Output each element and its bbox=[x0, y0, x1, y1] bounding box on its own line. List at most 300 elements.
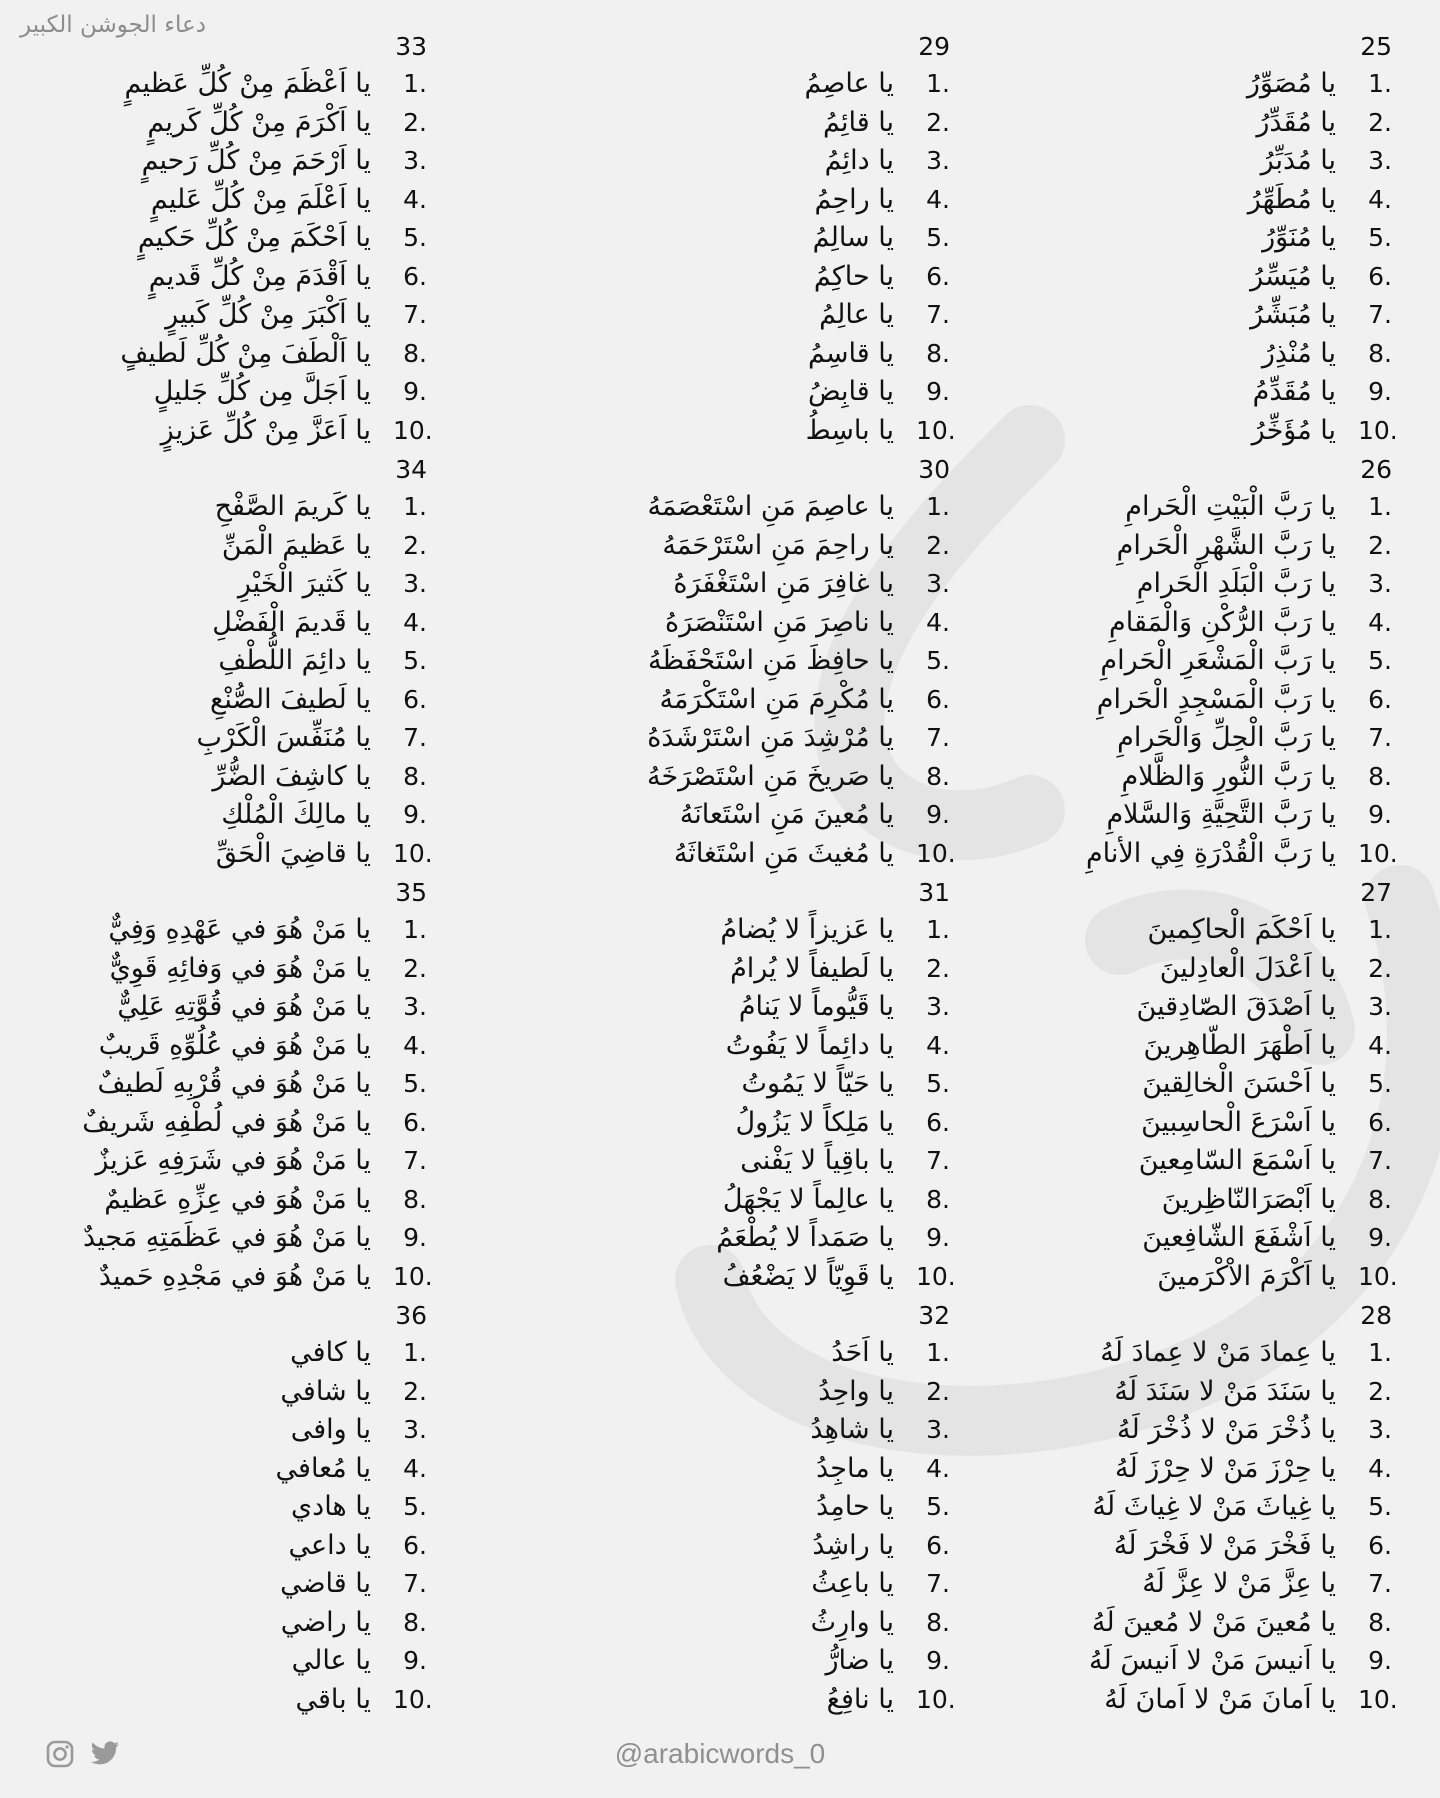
item-number: 5. bbox=[926, 1492, 950, 1522]
item-text: يا كافي bbox=[290, 1337, 371, 1369]
section-25 bbox=[942, 28, 1398, 451]
list-item bbox=[500, 988, 950, 1027]
list-item bbox=[500, 1411, 950, 1450]
list-item bbox=[0, 1334, 427, 1373]
list-item bbox=[500, 1181, 950, 1220]
item-number: 1. bbox=[403, 1338, 427, 1368]
column-middle bbox=[500, 28, 956, 1720]
item-number: 1. bbox=[926, 1338, 950, 1368]
list-item bbox=[942, 1219, 1392, 1258]
list-item bbox=[942, 1027, 1392, 1066]
section-number: 35 bbox=[395, 878, 427, 907]
item-number: 7. bbox=[1368, 723, 1392, 753]
list-item bbox=[500, 681, 950, 720]
list-item bbox=[942, 1642, 1392, 1681]
item-text: يا قاضي bbox=[280, 1568, 371, 1600]
list-item bbox=[942, 1258, 1398, 1297]
item-text: يا مُطَهِّرُ bbox=[1247, 183, 1336, 215]
list-item bbox=[0, 1027, 427, 1066]
list-item bbox=[0, 1642, 427, 1681]
item-text: يا عِزَّ مَنْ لا عِزَّ لَهُ bbox=[1142, 1568, 1336, 1600]
item-text: يا سالِمُ bbox=[812, 222, 894, 254]
footer-handle: @arabicwords_0 bbox=[614, 1738, 826, 1769]
list-item bbox=[0, 412, 433, 451]
item-number: 9. bbox=[1368, 800, 1392, 830]
item-number: 3. bbox=[926, 1415, 950, 1445]
list-item bbox=[500, 1142, 950, 1181]
item-number: 10. bbox=[1358, 415, 1398, 445]
item-text: يا حافِظَ مَنِ اسْتَحْفَظَهُ bbox=[648, 645, 894, 677]
item-number: 10. bbox=[393, 1261, 433, 1291]
list-item bbox=[0, 1527, 427, 1566]
item-number: 4. bbox=[1368, 1030, 1392, 1060]
item-text: يا مُنْذِرُ bbox=[1261, 337, 1336, 369]
item-number: 3. bbox=[926, 569, 950, 599]
list-item bbox=[0, 142, 427, 181]
list-item bbox=[0, 181, 427, 220]
list-item bbox=[500, 1527, 950, 1566]
list-item bbox=[500, 642, 950, 681]
item-text: يا قاضِيَ الْحَقِّ bbox=[215, 837, 371, 869]
item-text: يا مُعافي bbox=[275, 1452, 371, 1484]
list-item bbox=[500, 1642, 950, 1681]
list-item bbox=[500, 719, 950, 758]
list-item bbox=[942, 1142, 1392, 1181]
list-item bbox=[500, 1681, 956, 1720]
item-text: يا رَبَّ التَّحِيَّةِ وَالسَّلامِ bbox=[1106, 799, 1336, 831]
item-number: 2. bbox=[1368, 530, 1392, 560]
item-number: 4. bbox=[403, 1453, 427, 1483]
list-item bbox=[942, 565, 1392, 604]
item-text: يا لَطيفَ الصُّنْعِ bbox=[209, 683, 371, 715]
item-text: يا رَبَّ الرُّكْنِ وَالْمَقامِ bbox=[1109, 606, 1336, 638]
list-item bbox=[500, 335, 950, 374]
item-text: يا مَنْ هُوَ في قُرْبِهِ لَطيفٌ bbox=[97, 1068, 371, 1100]
item-number: 9. bbox=[926, 1646, 950, 1676]
item-text: يا اَكْرَمَ مِنْ كُلِّ كَريمٍ bbox=[147, 106, 371, 138]
list-item bbox=[942, 988, 1392, 1027]
item-text: يا اَكْبَرَ مِنْ كُلِّ كَبيرٍ bbox=[165, 299, 371, 331]
section-31 bbox=[500, 874, 956, 1297]
list-item bbox=[942, 1681, 1398, 1720]
item-number: 8. bbox=[1368, 761, 1392, 791]
item-number: 10. bbox=[916, 838, 956, 868]
item-text: يا حاكِمُ bbox=[813, 260, 894, 292]
item-number: 3. bbox=[403, 146, 427, 176]
list-item bbox=[942, 373, 1392, 412]
list-item bbox=[0, 758, 427, 797]
list-item bbox=[942, 488, 1392, 527]
list-item bbox=[0, 219, 427, 258]
list-item bbox=[500, 296, 950, 335]
list-item bbox=[942, 142, 1392, 181]
list-item bbox=[500, 950, 950, 989]
list-item bbox=[500, 835, 956, 874]
item-number: 9. bbox=[403, 1646, 427, 1676]
item-text: يا عالي bbox=[291, 1645, 371, 1677]
item-number: 10. bbox=[1358, 838, 1398, 868]
item-text: يا باقِياً لا يَفْنى bbox=[740, 1145, 894, 1177]
item-number: 4. bbox=[403, 1030, 427, 1060]
item-number: 8. bbox=[926, 338, 950, 368]
item-number: 1. bbox=[1368, 492, 1392, 522]
list-item bbox=[942, 296, 1392, 335]
list-item bbox=[942, 1373, 1392, 1412]
section-number: 25 bbox=[1360, 32, 1392, 61]
item-number: 7. bbox=[926, 300, 950, 330]
item-text: يا وارِثُ bbox=[810, 1606, 894, 1638]
section-number: 29 bbox=[918, 32, 950, 61]
item-number: 4. bbox=[1368, 607, 1392, 637]
item-number: 6. bbox=[926, 1107, 950, 1137]
item-number: 9. bbox=[926, 377, 950, 407]
item-text: يا باقي bbox=[295, 1683, 371, 1715]
item-number: 7. bbox=[403, 1146, 427, 1176]
list-item bbox=[500, 1373, 950, 1412]
item-text: يا عِمادَ مَنْ لا عِمادَ لَهُ bbox=[1100, 1337, 1336, 1369]
item-text: يا اَمانَ مَنْ لا اَمانَ لَهُ bbox=[1104, 1683, 1336, 1715]
list-item bbox=[0, 1450, 427, 1489]
item-text: يا اَعْظَمَ مِنْ كُلِّ عَظيمٍ bbox=[124, 68, 371, 100]
list-item bbox=[942, 65, 1392, 104]
list-item bbox=[0, 488, 427, 527]
list-item bbox=[942, 104, 1392, 143]
item-number: 5. bbox=[1368, 1069, 1392, 1099]
item-text: يا اَعْدَلَ الْعادِلينَ bbox=[1159, 952, 1336, 984]
list-item bbox=[500, 219, 950, 258]
list-item bbox=[0, 65, 427, 104]
item-number: 10. bbox=[393, 415, 433, 445]
item-text: يا حِرْزَ مَنْ لا حِرْزَ لَهُ bbox=[1114, 1452, 1336, 1484]
item-number: 8. bbox=[1368, 1607, 1392, 1637]
item-number: 1. bbox=[403, 69, 427, 99]
item-text: يا رَبَّ الشَّهْرِ الْحَرامِ bbox=[1116, 529, 1336, 561]
item-number: 9. bbox=[926, 800, 950, 830]
item-number: 7. bbox=[926, 1569, 950, 1599]
item-number: 10. bbox=[1358, 1684, 1398, 1714]
item-number: 9. bbox=[403, 800, 427, 830]
list-item bbox=[0, 527, 427, 566]
list-item bbox=[0, 565, 427, 604]
list-item bbox=[942, 1527, 1392, 1566]
item-text: يا سَنَدَ مَنْ لا سَنَدَ لَهُ bbox=[1114, 1375, 1336, 1407]
list-item bbox=[0, 1065, 427, 1104]
item-number: 8. bbox=[1368, 1184, 1392, 1214]
item-number: 6. bbox=[1368, 261, 1392, 291]
section-number: 34 bbox=[395, 455, 427, 484]
list-item bbox=[942, 1181, 1392, 1220]
list-item bbox=[500, 1565, 950, 1604]
list-item bbox=[500, 758, 950, 797]
item-text: يا غِياثَ مَنْ لا غِياثَ لَهُ bbox=[1092, 1491, 1336, 1523]
item-number: 8. bbox=[403, 761, 427, 791]
item-number: 8. bbox=[1368, 338, 1392, 368]
item-text: يا باسِطُ bbox=[805, 414, 894, 446]
list-item bbox=[0, 1104, 427, 1143]
item-number: 2. bbox=[926, 953, 950, 983]
list-item bbox=[0, 335, 427, 374]
list-item bbox=[500, 796, 950, 835]
list-item bbox=[0, 719, 427, 758]
item-number: 2. bbox=[403, 530, 427, 560]
item-number: 7. bbox=[1368, 300, 1392, 330]
section-number: 31 bbox=[918, 878, 950, 907]
item-number: 1. bbox=[1368, 1338, 1392, 1368]
item-text: يا اَبْصَرَالنّاظِرينَ bbox=[1161, 1183, 1336, 1215]
item-number: 6. bbox=[403, 261, 427, 291]
list-item bbox=[942, 335, 1392, 374]
item-text: يا رَبَّ النُّورِ وَالظَّلامِ bbox=[1121, 760, 1336, 792]
list-item bbox=[942, 681, 1392, 720]
list-item bbox=[0, 1604, 427, 1643]
item-number: 6. bbox=[403, 1107, 427, 1137]
section-27 bbox=[942, 874, 1398, 1297]
list-item bbox=[942, 835, 1398, 874]
list-item bbox=[500, 604, 950, 643]
item-text: يا واحِدُ bbox=[818, 1375, 894, 1407]
item-text: يا اَقْدَمَ مِنْ كُلِّ قَديمٍ bbox=[148, 260, 371, 292]
item-number: 3. bbox=[1368, 569, 1392, 599]
list-item bbox=[500, 104, 950, 143]
item-text: يا رَبَّ الْمَشْعَرِ الْحَرامِ bbox=[1100, 645, 1336, 677]
item-number: 5. bbox=[1368, 646, 1392, 676]
item-number: 5. bbox=[926, 223, 950, 253]
section-number: 36 bbox=[395, 1301, 427, 1330]
list-item bbox=[500, 527, 950, 566]
item-number: 2. bbox=[1368, 107, 1392, 137]
section-number: 32 bbox=[918, 1301, 950, 1330]
item-text: يا اَلْطَفَ مِنْ كُلِّ لَطيفٍ bbox=[120, 337, 371, 369]
item-number: 5. bbox=[1368, 1492, 1392, 1522]
item-number: 2. bbox=[403, 1376, 427, 1406]
item-text: يا مُنَفِّسَ الْكَرْبِ bbox=[196, 722, 371, 754]
section-30 bbox=[500, 451, 956, 874]
item-text: يا مُكْرِمَ مَنِ اسْتَكْرَمَهُ bbox=[659, 683, 894, 715]
item-number: 2. bbox=[1368, 1376, 1392, 1406]
item-text: يا اَنيسَ مَنْ لا اَنيسَ لَهُ bbox=[1089, 1645, 1336, 1677]
section-number: 30 bbox=[918, 455, 950, 484]
item-text: يا كاشِفَ الضُّرِّ bbox=[212, 760, 371, 792]
item-text: يا اَرْحَمَ مِنْ كُلِّ رَحيمٍ bbox=[141, 145, 371, 177]
item-text: يا باعِثُ bbox=[811, 1568, 894, 1600]
item-number: 7. bbox=[926, 1146, 950, 1176]
list-item bbox=[0, 1258, 433, 1297]
item-number: 1. bbox=[403, 492, 427, 522]
list-item bbox=[942, 719, 1392, 758]
item-number: 1. bbox=[403, 915, 427, 945]
item-number: 6. bbox=[926, 1530, 950, 1560]
list-item bbox=[942, 1488, 1392, 1527]
item-text: يا اَجَلَّ مِن كُلِّ جَليلٍ bbox=[153, 376, 371, 408]
item-text: يا قاسِمُ bbox=[807, 337, 894, 369]
item-number: 5. bbox=[1368, 223, 1392, 253]
item-text: يا ضارُّ bbox=[825, 1645, 894, 1677]
item-number: 7. bbox=[926, 723, 950, 753]
item-text: يا راحِمُ bbox=[814, 183, 894, 215]
item-text: يا مُيَسِّرُ bbox=[1250, 260, 1336, 292]
item-text: يا شاهِدُ bbox=[810, 1414, 894, 1446]
item-number: 1. bbox=[926, 69, 950, 99]
list-item bbox=[500, 181, 950, 220]
item-number: 9. bbox=[403, 377, 427, 407]
item-number: 1. bbox=[926, 492, 950, 522]
item-text: يا عَظيمَ الْمَنِّ bbox=[221, 529, 371, 561]
item-number: 7. bbox=[1368, 1569, 1392, 1599]
item-text: يا مَنْ هُوَ في وَفائِهِ قَوِيٌّ bbox=[109, 952, 371, 984]
item-number: 6. bbox=[403, 684, 427, 714]
list-item bbox=[0, 1142, 427, 1181]
item-number: 10. bbox=[1358, 1261, 1398, 1291]
list-item bbox=[500, 65, 950, 104]
item-number: 6. bbox=[1368, 1530, 1392, 1560]
section-33 bbox=[0, 28, 433, 451]
section-29 bbox=[500, 28, 956, 451]
item-number: 5. bbox=[403, 646, 427, 676]
item-number: 2. bbox=[926, 1376, 950, 1406]
item-number: 6. bbox=[1368, 684, 1392, 714]
item-text: يا مُقَدِّرُ bbox=[1256, 106, 1336, 138]
item-number: 1. bbox=[1368, 69, 1392, 99]
item-text: يا غافِرَ مَنِ اسْتَغْفَرَهُ bbox=[673, 568, 894, 600]
item-text: يا ماجِدُ bbox=[816, 1452, 894, 1484]
list-item bbox=[500, 373, 950, 412]
list-item bbox=[0, 950, 427, 989]
section-number: 28 bbox=[1360, 1301, 1392, 1330]
list-item bbox=[942, 1450, 1392, 1489]
list-item bbox=[942, 604, 1392, 643]
item-number: 7. bbox=[403, 723, 427, 753]
item-number: 9. bbox=[403, 1223, 427, 1253]
page-title: دعاء الجوشن الكبير bbox=[20, 12, 206, 38]
item-number: 5. bbox=[403, 1492, 427, 1522]
list-item bbox=[500, 412, 956, 451]
item-text: يا مُعينَ مَنِ اسْتَعانَهُ bbox=[679, 799, 894, 831]
item-text: يا دائِماً لا يَفُوتُ bbox=[725, 1029, 894, 1061]
item-text: يا مُرْشِدَ مَنِ اسْتَرْشَدَهُ bbox=[647, 722, 894, 754]
item-number: 6. bbox=[926, 261, 950, 291]
list-item bbox=[500, 258, 950, 297]
item-text: يا مَنْ هُوَ في عَظَمَتِهِ مَجيدٌ bbox=[83, 1222, 371, 1254]
item-text: يا دائِمَ اللُّطْفِ bbox=[218, 645, 371, 677]
item-text: يا اَسْرَعَ الْحاسِبينَ bbox=[1141, 1106, 1336, 1138]
item-number: 3. bbox=[1368, 146, 1392, 176]
item-number: 3. bbox=[1368, 1415, 1392, 1445]
section-34 bbox=[0, 451, 433, 874]
item-number: 6. bbox=[1368, 1107, 1392, 1137]
item-text: يا رَبَّ الْبَلَدِ الْحَرامِ bbox=[1136, 568, 1336, 600]
item-text: يا مَنْ هُوَ في عَهْدِهِ وَفِيٌّ bbox=[108, 914, 371, 946]
item-text: يا مَلِكاً لا يَزُولُ bbox=[735, 1106, 894, 1138]
item-number: 2. bbox=[403, 107, 427, 137]
item-number: 4. bbox=[926, 184, 950, 214]
item-text: يا قَوِيّاً لا يَضْعُفُ bbox=[722, 1260, 894, 1292]
list-item bbox=[500, 565, 950, 604]
item-text: يا اَطْهَرَ الطّاهِرينَ bbox=[1143, 1029, 1336, 1061]
list-item bbox=[0, 104, 427, 143]
list-item bbox=[500, 1065, 950, 1104]
item-text: يا عاصِمُ bbox=[804, 68, 894, 100]
item-number: 7. bbox=[403, 1569, 427, 1599]
item-number: 10. bbox=[916, 1261, 956, 1291]
list-item bbox=[942, 911, 1392, 950]
item-text: يا اَحْسَنَ الْخالِقينَ bbox=[1142, 1068, 1336, 1100]
list-item bbox=[942, 1604, 1392, 1643]
item-text: يا شافي bbox=[280, 1375, 371, 1407]
list-item bbox=[0, 681, 427, 720]
item-text: يا اَعَزَّ مِنْ كُلِّ عَزيزٍ bbox=[160, 414, 371, 446]
item-number: 5. bbox=[926, 1069, 950, 1099]
item-text: يا هادي bbox=[291, 1491, 371, 1523]
item-number: 2. bbox=[926, 530, 950, 560]
list-item bbox=[500, 1488, 950, 1527]
list-item bbox=[500, 1258, 956, 1297]
list-item bbox=[942, 1411, 1392, 1450]
item-number: 5. bbox=[926, 646, 950, 676]
item-text: يا فَخْرَ مَنْ لا فَخْرَ لَهُ bbox=[1113, 1529, 1336, 1561]
section-number: 26 bbox=[1360, 455, 1392, 484]
item-text: يا عاصِمَ مَنِ اسْتَعْصَمَهُ bbox=[647, 491, 894, 523]
list-item bbox=[500, 1104, 950, 1143]
item-number: 10. bbox=[393, 838, 433, 868]
item-text: يا مالِكَ الْمُلْكِ bbox=[221, 799, 371, 831]
item-number: 4. bbox=[926, 1030, 950, 1060]
list-item bbox=[942, 642, 1392, 681]
item-text: يا اَعْلَمَ مِنْ كُلِّ عَليمٍ bbox=[150, 183, 371, 215]
item-text: يا مُقَدِّمُ bbox=[1252, 376, 1336, 408]
item-number: 7. bbox=[403, 300, 427, 330]
list-item bbox=[942, 1065, 1392, 1104]
list-item bbox=[0, 1411, 427, 1450]
item-text: يا مُصَوِّرُ bbox=[1246, 68, 1336, 100]
item-text: يا اَحْكَمَ مِنْ كُلِّ حَكيمٍ bbox=[137, 222, 371, 254]
item-text: يا اَصْدَقَ الصّادِقينَ bbox=[1136, 991, 1336, 1023]
item-number: 8. bbox=[926, 1607, 950, 1637]
list-item bbox=[942, 219, 1392, 258]
list-item bbox=[0, 1219, 427, 1258]
list-item bbox=[0, 1373, 427, 1412]
item-number: 4. bbox=[403, 607, 427, 637]
item-number: 8. bbox=[926, 761, 950, 791]
item-text: يا مُغيثَ مَنِ اسْتَغاثَهُ bbox=[673, 837, 894, 869]
item-text: يا مَنْ هُوَ في قُوَّتِهِ عَلِيٌّ bbox=[117, 991, 371, 1023]
item-text: يا مَنْ هُوَ في عِزِّهِ عَظيمٌ bbox=[104, 1183, 371, 1215]
item-text: يا عَزيزاً لا يُضامُ bbox=[720, 914, 894, 946]
item-number: 9. bbox=[1368, 1646, 1392, 1676]
item-text: يا مُؤَخِّرُ bbox=[1251, 414, 1336, 446]
item-text: يا مُنَوِّرُ bbox=[1262, 222, 1336, 254]
list-item bbox=[500, 1604, 950, 1643]
item-text: يا رَبَّ الْمَسْجِدِ الْحَرامِ bbox=[1096, 683, 1336, 715]
section-number: 27 bbox=[1360, 878, 1392, 907]
list-item bbox=[942, 1565, 1392, 1604]
item-text: يا حَيّاً لا يَمُوتُ bbox=[741, 1068, 894, 1100]
list-item bbox=[942, 758, 1392, 797]
item-number: 3. bbox=[926, 146, 950, 176]
list-item bbox=[500, 911, 950, 950]
item-text: يا مَنْ هُوَ في شَرَفِهِ عَزيزٌ bbox=[95, 1145, 371, 1177]
item-text: يا قَديمَ الْفَضْلِ bbox=[212, 606, 371, 638]
item-number: 10. bbox=[916, 415, 956, 445]
item-text: يا ذُخْرَ مَنْ لا ذُخْرَ لَهُ bbox=[1117, 1414, 1336, 1446]
item-text: يا ناصِرَ مَنِ اسْتَنْصَرَهُ bbox=[665, 606, 894, 638]
item-text: يا مُعينَ مَنْ لا مُعينَ لَهُ bbox=[1091, 1606, 1336, 1638]
list-item bbox=[942, 1104, 1392, 1143]
item-number: 7. bbox=[1368, 1146, 1392, 1176]
item-number: 3. bbox=[403, 992, 427, 1022]
column-right bbox=[942, 28, 1398, 1720]
item-number: 5. bbox=[403, 223, 427, 253]
item-text: يا راشِدُ bbox=[812, 1529, 894, 1561]
